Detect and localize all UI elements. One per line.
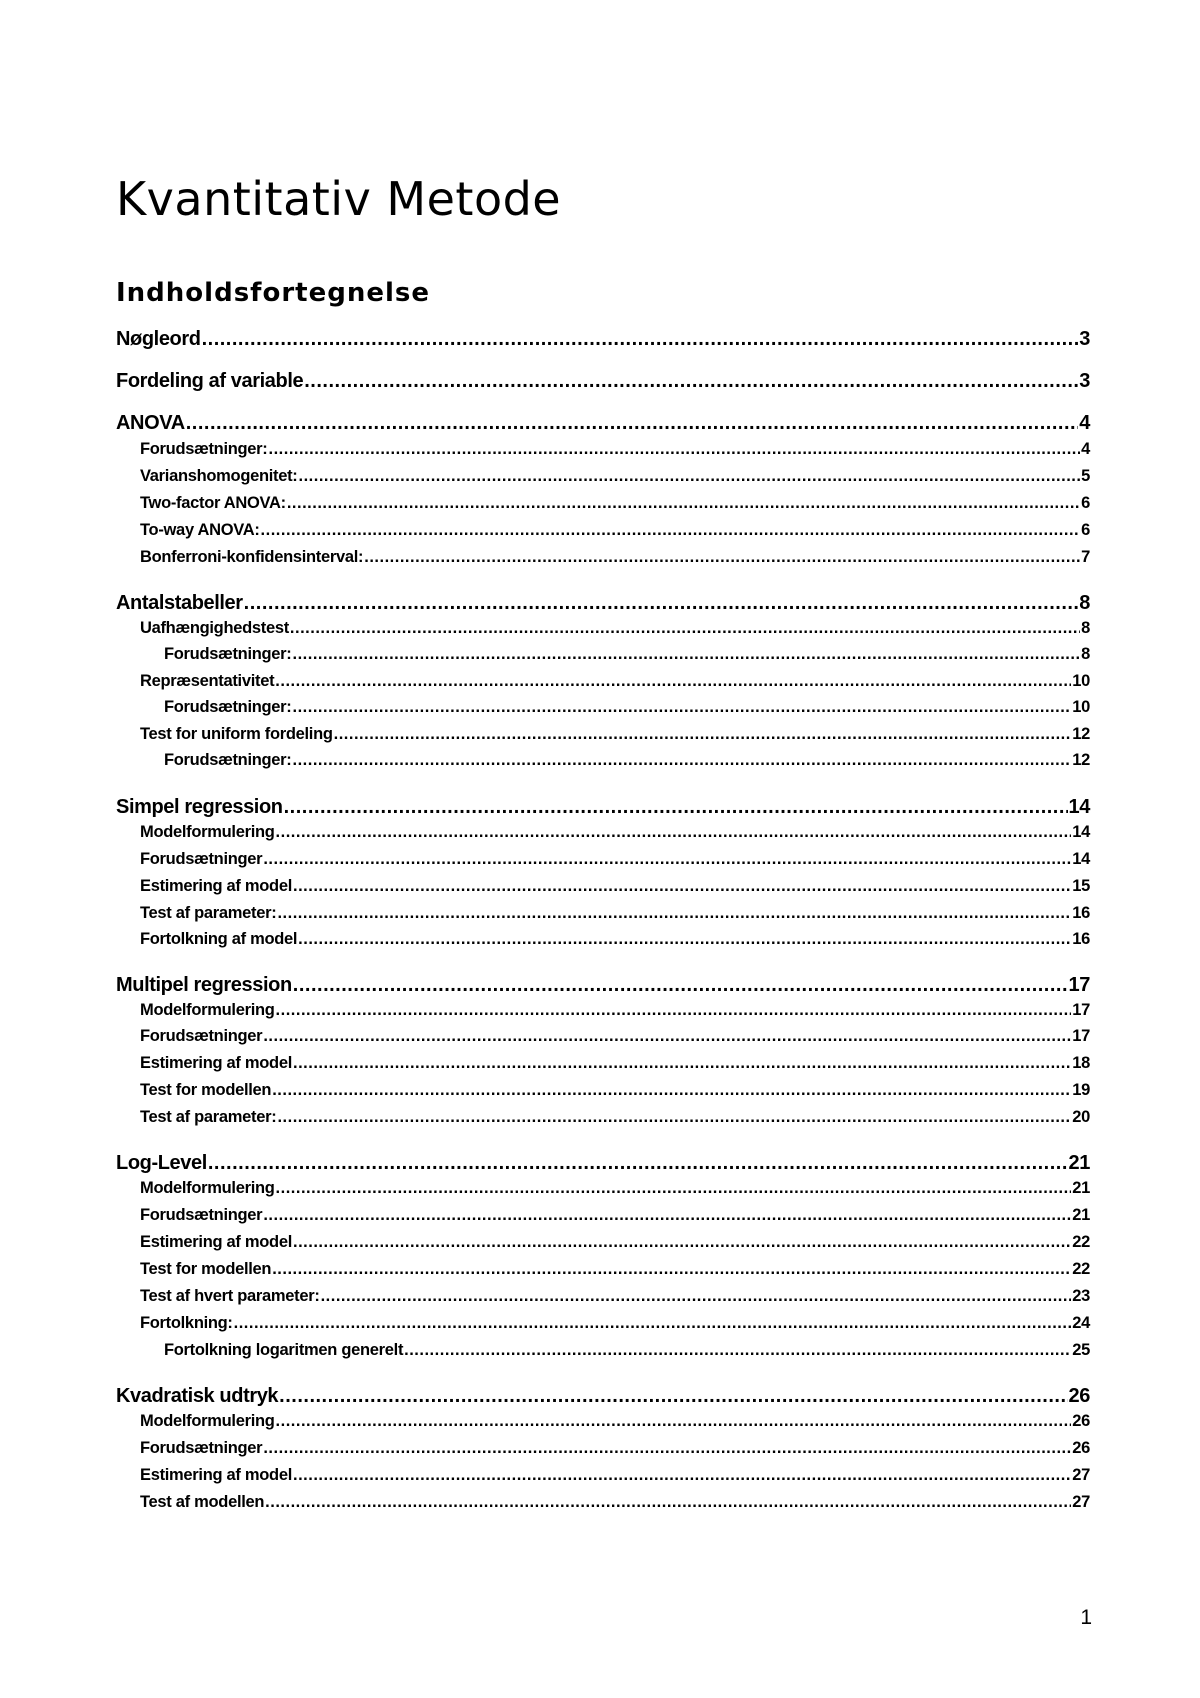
toc-dot-leader xyxy=(263,1439,1071,1458)
toc-entry-page-number: 6 xyxy=(1081,521,1090,539)
toc-entry[interactable] xyxy=(140,1233,1090,1252)
toc-entry-label: Log-Level xyxy=(116,1152,207,1174)
toc-dot-leader xyxy=(202,328,1079,351)
toc-entry[interactable] xyxy=(140,1412,1090,1431)
toc-entry[interactable] xyxy=(116,796,1090,819)
page-number: 1 xyxy=(1080,1606,1092,1629)
toc-entry[interactable] xyxy=(164,751,1090,770)
toc-entry-page-number: 14 xyxy=(1068,796,1090,818)
toc-dot-leader xyxy=(364,548,1080,567)
toc-entry-page-number: 12 xyxy=(1072,751,1090,769)
toc-entry-page-number: 27 xyxy=(1072,1493,1090,1511)
toc-entry-page-number: 6 xyxy=(1081,494,1090,512)
toc-entry-page-number: 16 xyxy=(1072,930,1090,948)
toc-entry-label: Forudsætninger: xyxy=(164,698,292,716)
toc-entry-page-number: 5 xyxy=(1081,467,1090,485)
toc-dot-leader xyxy=(293,877,1071,896)
toc-entry-page-number: 4 xyxy=(1079,412,1090,434)
toc-entry[interactable] xyxy=(140,440,1090,459)
toc-dot-leader xyxy=(293,1054,1071,1073)
toc-entry-page-number: 26 xyxy=(1072,1412,1090,1430)
toc-entry[interactable] xyxy=(140,1206,1090,1225)
toc-entry-page-number: 27 xyxy=(1072,1466,1090,1484)
toc-entry[interactable] xyxy=(116,1152,1090,1175)
toc-entry[interactable] xyxy=(140,1287,1090,1306)
toc-dot-leader xyxy=(269,440,1081,459)
toc-dot-leader xyxy=(277,904,1071,923)
toc-dot-leader xyxy=(290,619,1080,638)
toc-entry[interactable] xyxy=(140,1439,1090,1458)
toc-entry[interactable] xyxy=(140,672,1090,691)
toc-entry-label: Kvadratisk udtryk xyxy=(116,1385,279,1407)
toc-entry-label: To-way ANOVA: xyxy=(140,521,260,539)
toc-entry[interactable] xyxy=(140,904,1090,923)
toc-entry-label: Simpel regression xyxy=(116,796,283,818)
toc-entry[interactable] xyxy=(164,1341,1090,1360)
toc-entry-page-number: 21 xyxy=(1072,1206,1090,1224)
toc-dot-leader xyxy=(276,1179,1072,1198)
toc-entry-page-number: 15 xyxy=(1072,877,1090,895)
toc-entry-page-number: 7 xyxy=(1081,548,1090,566)
toc-entry-label: Nøgleord xyxy=(116,328,201,350)
toc-dot-leader xyxy=(276,1412,1072,1431)
toc-dot-leader xyxy=(293,751,1072,770)
toc-dot-leader xyxy=(261,521,1081,540)
toc-entry[interactable] xyxy=(140,850,1090,869)
toc-entry-page-number: 25 xyxy=(1072,1341,1090,1359)
toc-entry-page-number: 17 xyxy=(1068,974,1090,996)
toc-entry[interactable] xyxy=(116,1385,1090,1408)
toc-dot-leader xyxy=(293,698,1072,717)
toc-entry[interactable] xyxy=(140,1314,1090,1333)
toc-dot-leader xyxy=(276,1001,1072,1020)
toc-entry-page-number: 24 xyxy=(1072,1314,1090,1332)
toc-entry[interactable] xyxy=(140,1027,1090,1046)
toc-entry[interactable] xyxy=(140,1001,1090,1020)
toc-entry-label: Estimering af model xyxy=(140,1054,293,1072)
toc-entry-page-number: 3 xyxy=(1079,370,1090,392)
toc-entry-page-number: 8 xyxy=(1081,619,1090,637)
toc-entry[interactable] xyxy=(116,974,1090,997)
toc-entry-page-number: 21 xyxy=(1072,1179,1090,1197)
toc-dot-leader xyxy=(298,930,1071,949)
toc-entry-label: Two-factor ANOVA: xyxy=(140,494,286,512)
toc-entry[interactable] xyxy=(140,1179,1090,1198)
toc-entry[interactable] xyxy=(140,823,1090,842)
toc-entry-page-number: 17 xyxy=(1072,1001,1090,1019)
toc-entry-page-number: 22 xyxy=(1072,1233,1090,1251)
toc-entry-page-number: 14 xyxy=(1072,850,1090,868)
toc-entry-page-number: 8 xyxy=(1081,645,1090,663)
toc-entry[interactable] xyxy=(140,1108,1090,1127)
toc-entry-label: Bonferroni-konfidensinterval: xyxy=(140,548,364,566)
toc-entry-page-number: 26 xyxy=(1072,1439,1090,1457)
toc-entry-label: Varianshomogenitet: xyxy=(140,467,298,485)
toc-entry-page-number: 14 xyxy=(1072,823,1090,841)
toc-entry[interactable] xyxy=(116,592,1090,615)
toc-entry-label: Estimering af model xyxy=(140,1233,293,1251)
toc-entry[interactable] xyxy=(140,1493,1090,1512)
toc-dot-leader xyxy=(263,1206,1071,1225)
toc-entry[interactable] xyxy=(116,328,1090,351)
toc-dot-leader xyxy=(279,1385,1067,1408)
toc-entry-label: Repræsentativitet xyxy=(140,672,275,690)
toc-dot-leader xyxy=(208,1152,1068,1175)
toc-entry-page-number: 8 xyxy=(1079,592,1090,614)
toc-dot-leader xyxy=(276,823,1072,842)
toc-entry-label: Test for modellen xyxy=(140,1260,272,1278)
toc-entry-label: Modelformulering xyxy=(140,823,275,841)
toc-entry-page-number: 22 xyxy=(1072,1260,1090,1278)
toc-entry-label: Test af parameter: xyxy=(140,1108,277,1126)
toc-dot-leader xyxy=(275,672,1071,691)
toc-entry-page-number: 18 xyxy=(1072,1054,1090,1072)
toc-entry-label: Modelformulering xyxy=(140,1412,275,1430)
toc-entry-page-number: 23 xyxy=(1072,1287,1090,1305)
toc-dot-leader xyxy=(265,1493,1071,1512)
toc-entry-label: Modelformulering xyxy=(140,1001,275,1019)
toc-dot-leader xyxy=(293,1233,1071,1252)
toc-entry[interactable] xyxy=(140,521,1090,540)
toc-dot-leader xyxy=(263,1027,1071,1046)
toc-dot-leader xyxy=(334,725,1072,744)
toc-dot-leader xyxy=(299,467,1081,486)
toc-entry-label: Fordeling af variable xyxy=(116,370,304,392)
toc-entry[interactable] xyxy=(140,877,1090,896)
toc-entry-label: Forudsætninger: xyxy=(140,440,268,458)
toc-entry-page-number: 26 xyxy=(1068,1385,1090,1407)
toc-entry-label: Estimering af model xyxy=(140,1466,293,1484)
document-title: Kvantitativ Metode xyxy=(116,172,562,226)
toc-dot-leader xyxy=(244,592,1079,615)
toc-dot-leader xyxy=(234,1314,1072,1333)
toc-entry-page-number: 4 xyxy=(1081,440,1090,458)
toc-entry-label: Test af hvert parameter: xyxy=(140,1287,320,1305)
toc-entry[interactable] xyxy=(140,1081,1090,1100)
toc-entry[interactable] xyxy=(116,412,1090,435)
toc-entry[interactable] xyxy=(140,725,1090,744)
toc-entry[interactable] xyxy=(140,619,1090,638)
toc-dot-leader xyxy=(284,796,1068,819)
toc-dot-leader xyxy=(287,494,1080,513)
toc-entry-page-number: 20 xyxy=(1072,1108,1090,1126)
toc-entry-page-number: 19 xyxy=(1072,1081,1090,1099)
toc-entry-page-number: 21 xyxy=(1068,1152,1090,1174)
toc-entry[interactable] xyxy=(140,930,1090,949)
toc-entry-label: Forudsætninger xyxy=(140,1206,263,1224)
toc-entry-label: Forudsætninger: xyxy=(164,645,292,663)
toc-entry-page-number: 10 xyxy=(1072,672,1090,690)
toc-dot-leader xyxy=(304,370,1078,393)
toc-entry-page-number: 10 xyxy=(1072,698,1090,716)
toc-entry-label: Forudsætninger xyxy=(140,850,263,868)
toc-dot-leader xyxy=(293,1466,1071,1485)
toc-entry-label: Estimering af model xyxy=(140,877,293,895)
toc-entry-label: Test af parameter: xyxy=(140,904,277,922)
toc-entry-label: Test for modellen xyxy=(140,1081,272,1099)
toc-dot-leader xyxy=(263,850,1071,869)
toc-dot-leader xyxy=(277,1108,1071,1127)
toc-entry-label: Fortolkning af model xyxy=(140,930,298,948)
toc-entry[interactable] xyxy=(140,1260,1090,1279)
toc-entry-label: ANOVA xyxy=(116,412,185,434)
toc-dot-leader xyxy=(293,645,1081,664)
toc-entry-label: Forudsætninger xyxy=(140,1439,263,1457)
toc-entry-label: Antalstabeller xyxy=(116,592,243,614)
toc-entry-label: Multipel regression xyxy=(116,974,292,996)
toc-entry-label: Test for uniform fordeling xyxy=(140,725,333,743)
toc-entry-page-number: 17 xyxy=(1072,1027,1090,1045)
toc-entry[interactable] xyxy=(164,645,1090,664)
toc-dot-leader xyxy=(272,1081,1071,1100)
toc-dot-leader xyxy=(186,412,1079,435)
toc-entry-label: Modelformulering xyxy=(140,1179,275,1197)
toc-heading: Indholdsfortegnelse xyxy=(116,278,431,308)
toc-entry-page-number: 12 xyxy=(1072,725,1090,743)
toc-entry[interactable] xyxy=(140,467,1090,486)
toc-entry-label: Uafhængighedstest xyxy=(140,619,289,637)
toc-entry[interactable] xyxy=(140,494,1090,513)
toc-entry-label: Forudsætninger xyxy=(140,1027,263,1045)
toc-entry-label: Test af modellen xyxy=(140,1493,265,1511)
toc-entry[interactable] xyxy=(164,698,1090,717)
toc-dot-leader xyxy=(272,1260,1071,1279)
toc-entry[interactable] xyxy=(140,548,1090,567)
toc-entry[interactable] xyxy=(140,1054,1090,1073)
toc-entry[interactable] xyxy=(116,370,1090,393)
toc-entry-page-number: 16 xyxy=(1072,904,1090,922)
toc-entry-label: Forudsætninger: xyxy=(164,751,292,769)
toc-entry-page-number: 3 xyxy=(1079,328,1090,350)
toc-dot-leader xyxy=(321,1287,1072,1306)
toc-entry-label: Fortolkning: xyxy=(140,1314,233,1332)
toc-entry[interactable] xyxy=(140,1466,1090,1485)
toc-dot-leader xyxy=(404,1341,1071,1360)
toc-dot-leader xyxy=(293,974,1068,997)
toc-entry-label: Fortolkning logaritmen generelt xyxy=(164,1341,404,1359)
